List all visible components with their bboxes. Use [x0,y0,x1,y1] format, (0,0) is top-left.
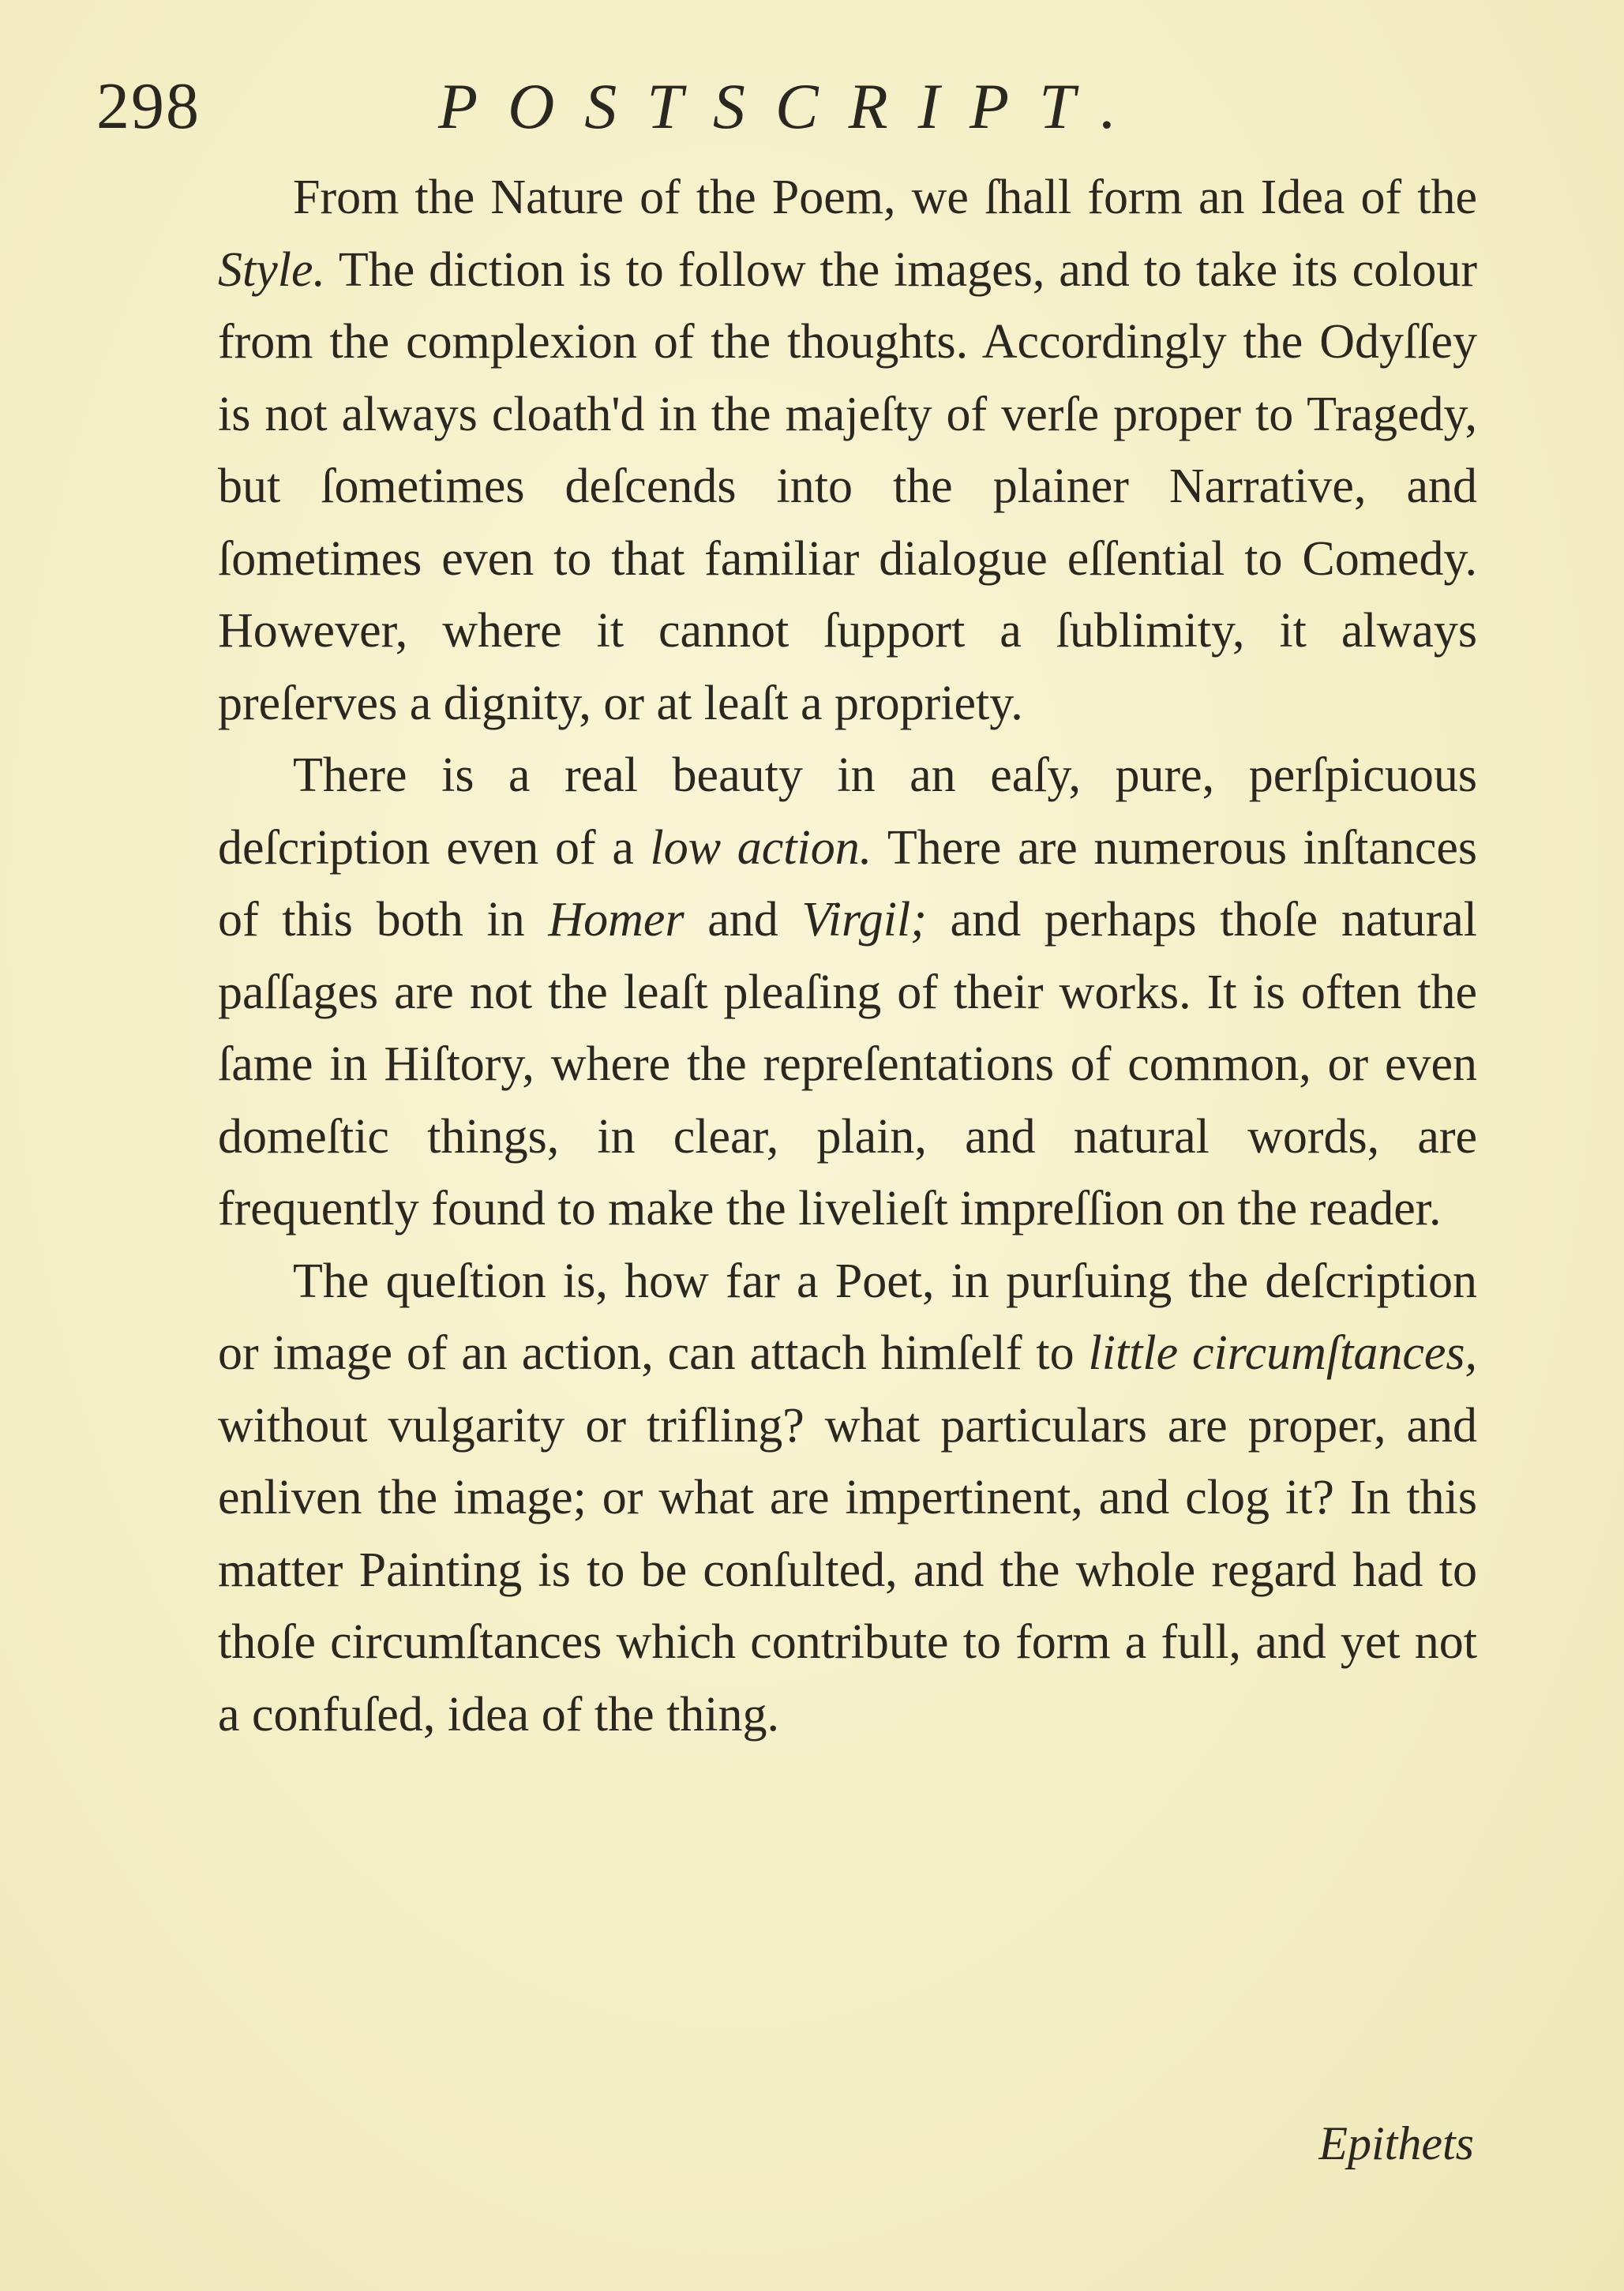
italic-text-segment: little circumſtances, [1088,1326,1478,1380]
text-segment: and perhaps thoſe natural paſſages are not the leaſt pleaſing of their works. It is often the ſame in Hiſtory, where the repreſentations of common, or even domeſtic things, in clear, plain, and natural words, are frequently found to make the livelieſt impreſſion on the reader. [218,893,1477,1235]
running-head: POSTSCRIPT. [438,70,1147,142]
page-header [0,63,1624,150]
italic-text-segment: Virgil; [801,893,927,947]
italic-text-segment: low action. [650,820,872,875]
text-segment: and [684,893,802,947]
text-segment: The diction is to follow the images, and to take its colour from the complexion of the thoughts. Accordingly the Odyſſey is not always cloath'd in the majeſty of verſe proper to Tragedy, but ſometimes deſcends into the plainer Narrative, and ſometimes even to that familiar dialogue eſſential to Comedy. However, where it cannot ſupport a ſublimity, it always preſerves a dignity, or at leaſt a propriety. [218,242,1477,730]
paragraph [218,740,1477,1246]
text-segment: There is a real beauty in an eaſy, pure, perſpicuous deſcription even of a [218,748,1477,875]
text-segment: The queſtion is, how far a Poet, in purſuing the deſcription or image of an action, can attach himſelf to [218,1254,1477,1380]
body-text [218,162,1477,1751]
paragraph [218,162,1477,740]
catchword: Epithets [1318,2117,1474,2169]
italic-text-segment: Style. [218,242,325,297]
page-number: 298 [96,69,201,143]
text-segment: without vulgarity or trifling? what particulars are proper, and enliven the image; or what are impertinent, and clog it? In this matter Painting is to be conſulted, and the whole regard had to thoſe circumſtances which contribute to form a full, and yet not a confuſed, idea of the thing. [218,1398,1477,1742]
text-segment: From the Nature of the Poem, we ſhall form an Idea of the [293,171,1477,224]
italic-text-segment: Homer [548,893,684,947]
text-segment: There are numerous inſtances of this both in [218,820,1477,947]
paragraph [218,1246,1477,1752]
